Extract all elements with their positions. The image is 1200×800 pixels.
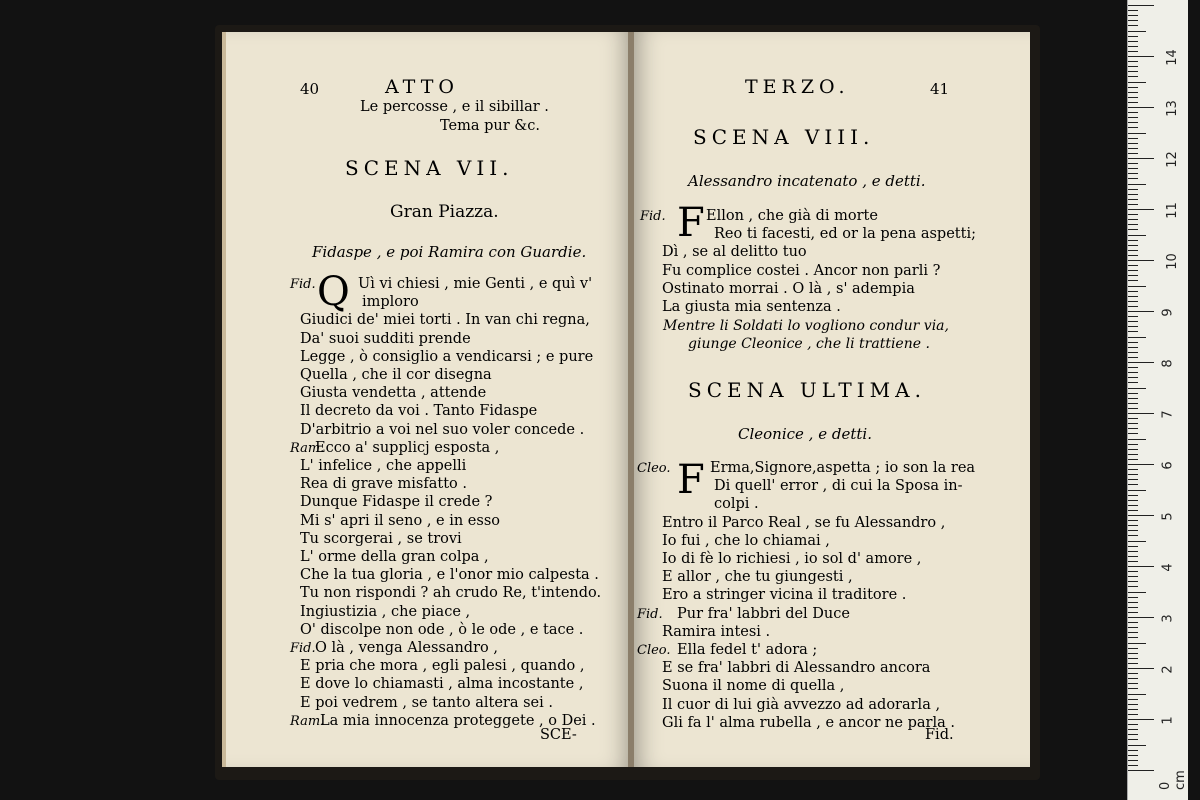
ruler-tick bbox=[1128, 551, 1138, 552]
ruler-tick bbox=[1128, 668, 1154, 669]
ruler-tick bbox=[1128, 745, 1146, 746]
ruler-number: 8 bbox=[1160, 359, 1176, 368]
ruler-tick bbox=[1128, 5, 1154, 6]
ruler-tick bbox=[1128, 474, 1138, 475]
ruler-tick bbox=[1128, 673, 1138, 674]
ruler-tick bbox=[1128, 56, 1154, 57]
right-cast: Alessandro incatenato , e detti. bbox=[688, 172, 926, 190]
ruler-tick bbox=[1128, 439, 1146, 440]
ruler-tick bbox=[1128, 250, 1138, 251]
ruler-tick bbox=[1128, 178, 1138, 179]
verse-line: Il decreto da voi . Tanto Fidaspe bbox=[300, 403, 538, 420]
verse-line: E poi vedrem , se tanto altera sei . bbox=[300, 694, 553, 711]
ruler-tick bbox=[1128, 265, 1138, 266]
right-dropcap-2: F bbox=[677, 457, 705, 503]
ruler-number: 10 bbox=[1164, 253, 1180, 270]
right-catchword: Fid. bbox=[925, 727, 954, 743]
ruler-tick bbox=[1128, 648, 1138, 649]
ruler-tick bbox=[1128, 235, 1146, 236]
ruler-tick bbox=[1128, 704, 1138, 705]
speaker-label: Ram. bbox=[290, 713, 325, 729]
ruler-tick bbox=[1128, 224, 1138, 225]
verse-line: Quella , che il cor disegna bbox=[300, 367, 492, 383]
verse-line: Legge , ò consiglio a vendicarsi ; e pure bbox=[300, 348, 594, 365]
ruler-tick bbox=[1128, 82, 1146, 83]
ruler-tick bbox=[1128, 469, 1138, 470]
ruler-tick bbox=[1128, 352, 1138, 353]
ruler-tick bbox=[1128, 418, 1138, 419]
verse-line: D'arbitrio a voi nel suo voler concede . bbox=[300, 421, 585, 438]
ruler-tick bbox=[1128, 138, 1138, 139]
ruler-tick bbox=[1128, 556, 1138, 557]
ruler-tick bbox=[1128, 337, 1146, 338]
verse-line: E se fra' labbri di Alessandro ancora bbox=[662, 660, 931, 677]
ruler-tick bbox=[1128, 510, 1138, 511]
ruler-number: 6 bbox=[1160, 461, 1176, 470]
ruler-tick bbox=[1128, 576, 1138, 577]
ruler-tick bbox=[1128, 694, 1146, 695]
verse-line: La giusta mia sentenza . bbox=[662, 299, 841, 315]
verse-line: Fu complice costei . Ancor non parli ? bbox=[662, 262, 941, 279]
ruler-number: 4 bbox=[1160, 563, 1176, 572]
ruler-tick bbox=[1128, 66, 1138, 67]
ruler-tick bbox=[1128, 709, 1138, 710]
ruler-tick bbox=[1128, 229, 1138, 230]
ruler-tick bbox=[1128, 653, 1138, 654]
ruler-number: 7 bbox=[1160, 410, 1176, 419]
ruler-tick bbox=[1128, 102, 1138, 103]
ruler-tick bbox=[1128, 25, 1138, 26]
verse-line: Reo ti facesti, ed or la pena aspetti; bbox=[714, 226, 976, 243]
ruler-tick bbox=[1128, 520, 1138, 521]
ruler-tick bbox=[1128, 76, 1138, 77]
ruler-tick bbox=[1128, 321, 1138, 322]
speaker-label: Fid. bbox=[290, 277, 316, 292]
ruler-tick bbox=[1128, 535, 1138, 536]
verse-line: Il cuor di lui già avvezzo ad adorarla , bbox=[662, 696, 941, 713]
ruler-tick bbox=[1128, 699, 1138, 700]
verse-line: Io di fè lo richiesi , io sol d' amore , bbox=[662, 551, 922, 567]
ruler-tick bbox=[1128, 311, 1154, 312]
ruler-tick bbox=[1128, 342, 1138, 343]
verse-line: Ellon , che già di morte bbox=[706, 208, 878, 224]
ruler-tick bbox=[1128, 490, 1146, 491]
ruler-tick bbox=[1128, 326, 1138, 327]
ruler-number: 3 bbox=[1160, 614, 1176, 623]
ruler-tick bbox=[1128, 765, 1138, 766]
ruler-tick bbox=[1128, 148, 1138, 149]
ruler-tick bbox=[1128, 122, 1138, 123]
ruler-tick bbox=[1128, 367, 1138, 368]
ruler-tick bbox=[1128, 31, 1146, 32]
ruler-tick bbox=[1128, 393, 1138, 394]
ruler-tick bbox=[1128, 143, 1138, 144]
left-top-line-2: Tema pur &c. bbox=[440, 118, 540, 134]
ruler-tick bbox=[1128, 377, 1138, 378]
ruler-tick bbox=[1128, 515, 1154, 516]
ruler-tick bbox=[1128, 61, 1138, 62]
ruler-tick bbox=[1128, 372, 1138, 373]
ruler-tick bbox=[1128, 622, 1138, 623]
ruler-tick bbox=[1128, 275, 1138, 276]
ruler-tick bbox=[1128, 525, 1138, 526]
ruler-tick bbox=[1128, 459, 1138, 460]
ruler-tick bbox=[1128, 571, 1138, 572]
ruler-tick bbox=[1128, 663, 1138, 664]
ruler-tick bbox=[1128, 454, 1138, 455]
verse-line: Io fui , che lo chiamai , bbox=[662, 532, 830, 549]
ruler-tick bbox=[1128, 719, 1154, 720]
left-page-number: 40 bbox=[300, 80, 320, 98]
ruler-tick bbox=[1128, 688, 1138, 689]
measuring-ruler bbox=[1127, 0, 1188, 800]
ruler-tick bbox=[1128, 46, 1138, 47]
ruler-tick bbox=[1128, 286, 1146, 287]
ruler-tick bbox=[1128, 362, 1154, 363]
verse-line: imploro bbox=[362, 294, 419, 311]
right-scene-title-2: SCENA ULTIMA. bbox=[688, 378, 926, 402]
ruler-tick bbox=[1128, 658, 1138, 659]
ruler-tick bbox=[1128, 158, 1154, 159]
ruler-tick bbox=[1128, 41, 1138, 42]
ruler-number: 14 bbox=[1164, 49, 1180, 66]
ruler-tick bbox=[1128, 643, 1146, 644]
verse-line: colpi . bbox=[714, 496, 759, 513]
ruler-tick bbox=[1128, 398, 1138, 399]
verse-line: E dove lo chiamasti , alma incostante , bbox=[300, 676, 584, 693]
ruler-tick bbox=[1128, 127, 1138, 128]
left-cast: Fidaspe , e poi Ramira con Guardie. bbox=[312, 243, 587, 261]
ruler-tick bbox=[1128, 729, 1138, 730]
ruler-tick bbox=[1128, 607, 1138, 608]
ruler-number: 2 bbox=[1160, 665, 1176, 674]
speaker-label: Fid. bbox=[637, 606, 663, 622]
ruler-tick bbox=[1128, 724, 1138, 725]
verse-line: Dunque Fidaspe il crede ? bbox=[300, 494, 493, 511]
ruler-tick bbox=[1128, 581, 1138, 582]
ruler-tick bbox=[1128, 51, 1138, 52]
ruler-tick bbox=[1128, 189, 1138, 190]
verse-line: E allor , che tu giungesti , bbox=[662, 569, 853, 586]
verse-line: Entro il Parco Real , se fu Alessandro , bbox=[662, 514, 946, 531]
ruler-tick bbox=[1128, 403, 1138, 404]
ruler-tick bbox=[1128, 71, 1138, 72]
right-cast-2: Cleonice , e detti. bbox=[738, 425, 872, 443]
left-catchword: SCE- bbox=[540, 727, 577, 743]
ruler-number: 9 bbox=[1160, 308, 1176, 317]
verse-line: Rea di grave misfatto . bbox=[300, 476, 467, 493]
verse-line: O' discolpe non ode , ò le ode , e tace . bbox=[300, 621, 584, 638]
verse-line: Da' suoi sudditi prende bbox=[300, 330, 471, 347]
verse-line: Ramira intesi . bbox=[662, 623, 771, 640]
left-running-head: ATTO bbox=[385, 76, 459, 98]
right-dropcap-1: F bbox=[677, 200, 705, 246]
ruler-tick bbox=[1128, 683, 1138, 684]
ruler-tick bbox=[1128, 291, 1138, 292]
ruler-unit: 0 cm bbox=[1158, 770, 1188, 790]
verse-line: Ingiustizia , che piace , bbox=[300, 603, 471, 620]
speaker-label: Fid. bbox=[290, 641, 316, 656]
ruler-tick bbox=[1128, 214, 1138, 215]
ruler-tick bbox=[1128, 388, 1146, 389]
ruler-tick bbox=[1128, 15, 1138, 16]
ruler-tick bbox=[1128, 627, 1138, 628]
ruler-tick bbox=[1128, 428, 1138, 429]
verse-line: Ero a stringer vicina il traditore . bbox=[662, 587, 907, 604]
ruler-tick bbox=[1128, 270, 1138, 271]
right-stage-direction-2: giunge Cleonice , che li trattiene . bbox=[688, 336, 930, 352]
ruler-tick bbox=[1128, 739, 1138, 740]
ruler-tick bbox=[1128, 464, 1154, 465]
verse-line: E pria che mora , egli palesi , quando , bbox=[300, 658, 585, 675]
ruler-tick bbox=[1128, 433, 1138, 434]
ruler-tick bbox=[1128, 87, 1138, 88]
speaker-label: Fid. bbox=[640, 209, 666, 224]
verse-line: Giudici de' miei torti . In van chi regna, bbox=[300, 312, 590, 329]
ruler-number: 12 bbox=[1164, 151, 1180, 168]
verse-line: La mia innocenza proteggete , o Dei . bbox=[320, 712, 596, 729]
ruler-tick bbox=[1128, 770, 1154, 771]
ruler-tick bbox=[1128, 184, 1146, 185]
ruler-tick bbox=[1128, 112, 1138, 113]
ruler-tick bbox=[1128, 750, 1138, 751]
ruler-tick bbox=[1128, 280, 1138, 281]
ruler-tick bbox=[1128, 357, 1138, 358]
ruler-tick bbox=[1128, 612, 1138, 613]
verse-line: Che la tua gloria , e l'onor mio calpesta . bbox=[300, 567, 599, 584]
verse-line: Ostinato morrai . O là , s' adempia bbox=[662, 280, 915, 297]
ruler-tick bbox=[1128, 163, 1138, 164]
ruler-tick bbox=[1128, 97, 1138, 98]
ruler-tick bbox=[1128, 541, 1146, 542]
ruler-tick bbox=[1128, 546, 1138, 547]
ruler-tick bbox=[1128, 20, 1138, 21]
ruler-number: 1 bbox=[1160, 716, 1176, 725]
verse-line: L' orme della gran colpa , bbox=[300, 549, 489, 565]
ruler-tick bbox=[1128, 382, 1138, 383]
ruler-tick bbox=[1128, 306, 1138, 307]
ruler-tick bbox=[1128, 133, 1146, 134]
ruler-tick bbox=[1128, 204, 1138, 205]
ruler-tick bbox=[1128, 734, 1138, 735]
ruler-tick bbox=[1128, 484, 1138, 485]
ruler-tick bbox=[1128, 255, 1138, 256]
ruler-number: 13 bbox=[1164, 100, 1180, 117]
verse-line: O là , venga Alessandro , bbox=[315, 640, 498, 656]
ruler-tick bbox=[1128, 561, 1138, 562]
left-top-line-1: Le percosse , e il sibillar . bbox=[360, 99, 549, 115]
ruler-tick bbox=[1128, 10, 1138, 11]
verse-line: Di quell' error , di cui la Sposa in- bbox=[714, 478, 963, 495]
ruler-tick bbox=[1128, 760, 1138, 761]
ruler-tick bbox=[1128, 245, 1138, 246]
ruler-tick bbox=[1128, 219, 1138, 220]
ruler-tick bbox=[1128, 449, 1138, 450]
ruler-tick bbox=[1128, 500, 1138, 501]
ruler-tick bbox=[1128, 173, 1138, 174]
ruler-tick bbox=[1128, 495, 1138, 496]
right-scene-title: SCENA VIII. bbox=[693, 125, 875, 149]
right-stage-direction-1: Mentre li Soldati lo vogliono condur via, bbox=[663, 318, 949, 334]
speaker-label: Ram. bbox=[290, 440, 325, 456]
verse-line: Tu non rispondi ? ah crudo Re, t'intendo. bbox=[300, 585, 602, 602]
ruler-tick bbox=[1128, 301, 1138, 302]
speaker-label: Cleo. bbox=[637, 461, 671, 476]
ruler-tick bbox=[1128, 168, 1138, 169]
ruler-tick bbox=[1128, 240, 1138, 241]
ruler-tick bbox=[1128, 260, 1154, 261]
ruler-tick bbox=[1128, 296, 1138, 297]
ruler-tick bbox=[1128, 632, 1138, 633]
ruler-tick bbox=[1128, 316, 1138, 317]
right-running-head: TERZO. bbox=[745, 76, 850, 98]
ruler-tick bbox=[1128, 597, 1138, 598]
left-place: Gran Piazza. bbox=[390, 202, 499, 222]
verse-line: Suona il nome di quella , bbox=[662, 678, 845, 695]
left-dropcap: Q bbox=[317, 269, 350, 315]
ruler-tick bbox=[1128, 678, 1138, 679]
ruler-tick bbox=[1128, 637, 1138, 638]
verse-line: L' infelice , che appelli bbox=[300, 458, 467, 474]
right-page-number: 41 bbox=[930, 80, 950, 98]
ruler-tick bbox=[1128, 423, 1138, 424]
ruler-tick bbox=[1128, 209, 1154, 210]
verse-line: Gli fa l' alma rubella , e ancor ne parla . bbox=[662, 714, 955, 731]
ruler-number: 5 bbox=[1160, 512, 1176, 521]
ruler-tick bbox=[1128, 617, 1154, 618]
verse-line: Erma,Signore,aspetta ; io son la rea bbox=[710, 460, 976, 476]
verse-line: Uì vi chiesi , mie Genti , e quì v' bbox=[358, 276, 593, 292]
ruler-tick bbox=[1128, 194, 1138, 195]
ruler-tick bbox=[1128, 92, 1138, 93]
verse-line: Mi s' apri il seno , e in esso bbox=[300, 512, 501, 529]
ruler-tick bbox=[1128, 347, 1138, 348]
verse-line: Giusta vendetta , attende bbox=[300, 385, 487, 402]
ruler-tick bbox=[1128, 566, 1154, 567]
ruler-tick bbox=[1128, 107, 1154, 108]
verse-line: Dì , se al delitto tuo bbox=[662, 244, 807, 261]
ruler-tick bbox=[1128, 199, 1138, 200]
ruler-tick bbox=[1128, 444, 1138, 445]
left-scene-title: SCENA VII. bbox=[345, 156, 514, 180]
ruler-tick bbox=[1128, 530, 1138, 531]
verse-line: Ella fedel t' adora ; bbox=[677, 642, 818, 658]
ruler-tick bbox=[1128, 413, 1154, 414]
speaker-label: Cleo. bbox=[637, 643, 671, 658]
ruler-tick bbox=[1128, 755, 1138, 756]
ruler-tick bbox=[1128, 36, 1138, 37]
verse-line: Tu scorgerai , se trovi bbox=[300, 530, 462, 547]
ruler-tick bbox=[1128, 602, 1138, 603]
verse-line: Pur fra' labbri del Duce bbox=[677, 605, 850, 622]
ruler-number: 11 bbox=[1164, 202, 1180, 219]
ruler-tick bbox=[1128, 592, 1146, 593]
ruler-tick bbox=[1128, 479, 1138, 480]
ruler-tick bbox=[1128, 153, 1138, 154]
verse-line: Ecco a' supplicj esposta , bbox=[315, 439, 500, 456]
ruler-tick bbox=[1128, 714, 1138, 715]
ruler-tick bbox=[1128, 117, 1138, 118]
ruler-tick bbox=[1128, 331, 1138, 332]
ruler-tick bbox=[1128, 408, 1138, 409]
ruler-tick bbox=[1128, 586, 1138, 587]
ruler-tick bbox=[1128, 505, 1138, 506]
